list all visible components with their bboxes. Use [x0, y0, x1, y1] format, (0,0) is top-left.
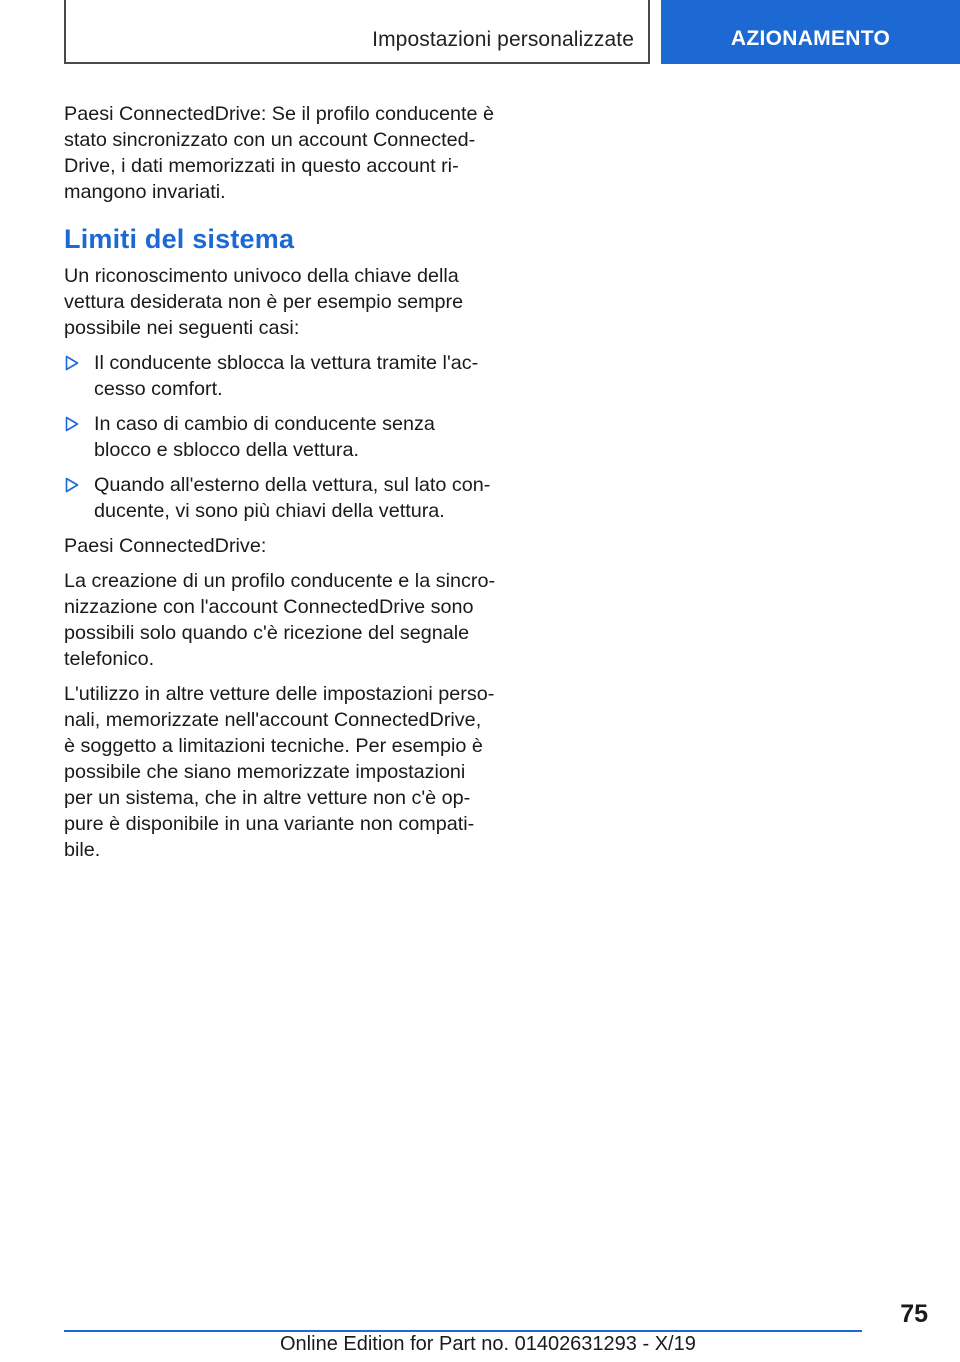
list-item: [64, 472, 491, 524]
text-line: per un sistema, che in altre vetture non c'è op-: [64, 787, 471, 809]
text-line: telefonico.: [64, 648, 155, 670]
text-line: possibile nei seguenti casi:: [64, 317, 300, 339]
text-line: vettura desiderata non è per esempio sempre: [64, 291, 464, 313]
edition-footer: Online Edition for Part no. 01402631293 - X/19: [280, 1333, 696, 1355]
triangle-right-icon: [65, 416, 79, 432]
text-line: nali, memorizzate nell'account ConnectedDrive,: [64, 709, 482, 731]
text-line: blocco e sblocco della vettura.: [94, 439, 359, 461]
text-line: ducente, vi sono più chiavi della vettura.: [94, 500, 445, 522]
profile-sync-paragraph: [64, 568, 496, 672]
chapter-tab: [661, 0, 960, 64]
text-line: bile.: [64, 839, 101, 861]
text-line: Il conducente sblocca la vettura tramite l'ac-: [94, 352, 479, 374]
text-line: Quando all'esterno della vettura, sul lato con-: [94, 474, 491, 496]
bullet-list: [64, 350, 491, 524]
triangle-right-icon: [65, 355, 79, 371]
text-line: stato sincronizzato con un account Connected-: [64, 129, 476, 151]
section-title: Impostazioni personalizzate: [372, 28, 634, 51]
text-line: Drive, i dati memorizzati in questo account ri-: [64, 155, 459, 177]
text-line: nizzazione con l'account ConnectedDrive sono: [64, 596, 474, 618]
chapter-title: AZIONAMENTO: [730, 27, 891, 50]
text-line: L'utilizzo in altre vetture delle impostazioni perso-: [64, 683, 495, 705]
list-item: [64, 350, 484, 402]
intro-paragraph: [64, 101, 494, 205]
section-intro-paragraph: [64, 263, 484, 341]
main-content: [64, 101, 496, 872]
text-line: mangono invariati.: [64, 181, 226, 203]
text-line: cesso comfort.: [94, 378, 223, 400]
text-line: La creazione di un profilo conducente e la sincro-: [64, 570, 496, 592]
running-header: [64, 0, 650, 64]
text-line: possibili solo quando c'è ricezione del segnale: [64, 622, 470, 644]
limitations-paragraph: [64, 681, 495, 863]
connecteddrive-label: Paesi ConnectedDrive:: [64, 535, 267, 557]
text-line: Paesi ConnectedDrive: Se il profilo conducente è: [64, 103, 494, 125]
triangle-right-icon: [65, 477, 79, 493]
text-line: è soggetto a limitazioni tecniche. Per esempio è: [64, 735, 483, 757]
list-item: [64, 411, 484, 463]
section-heading: Limiti del sistema: [64, 224, 295, 254]
text-line: possibile che siano memorizzate impostazioni: [64, 761, 466, 783]
page-number: 75: [900, 1300, 928, 1328]
text-line: pure è disponibile in una variante non compati-: [64, 813, 475, 835]
text-line: Un riconoscimento univoco della chiave della: [64, 265, 459, 287]
footer-divider: [64, 1330, 862, 1332]
text-line: In caso di cambio di conducente senza: [94, 413, 435, 435]
